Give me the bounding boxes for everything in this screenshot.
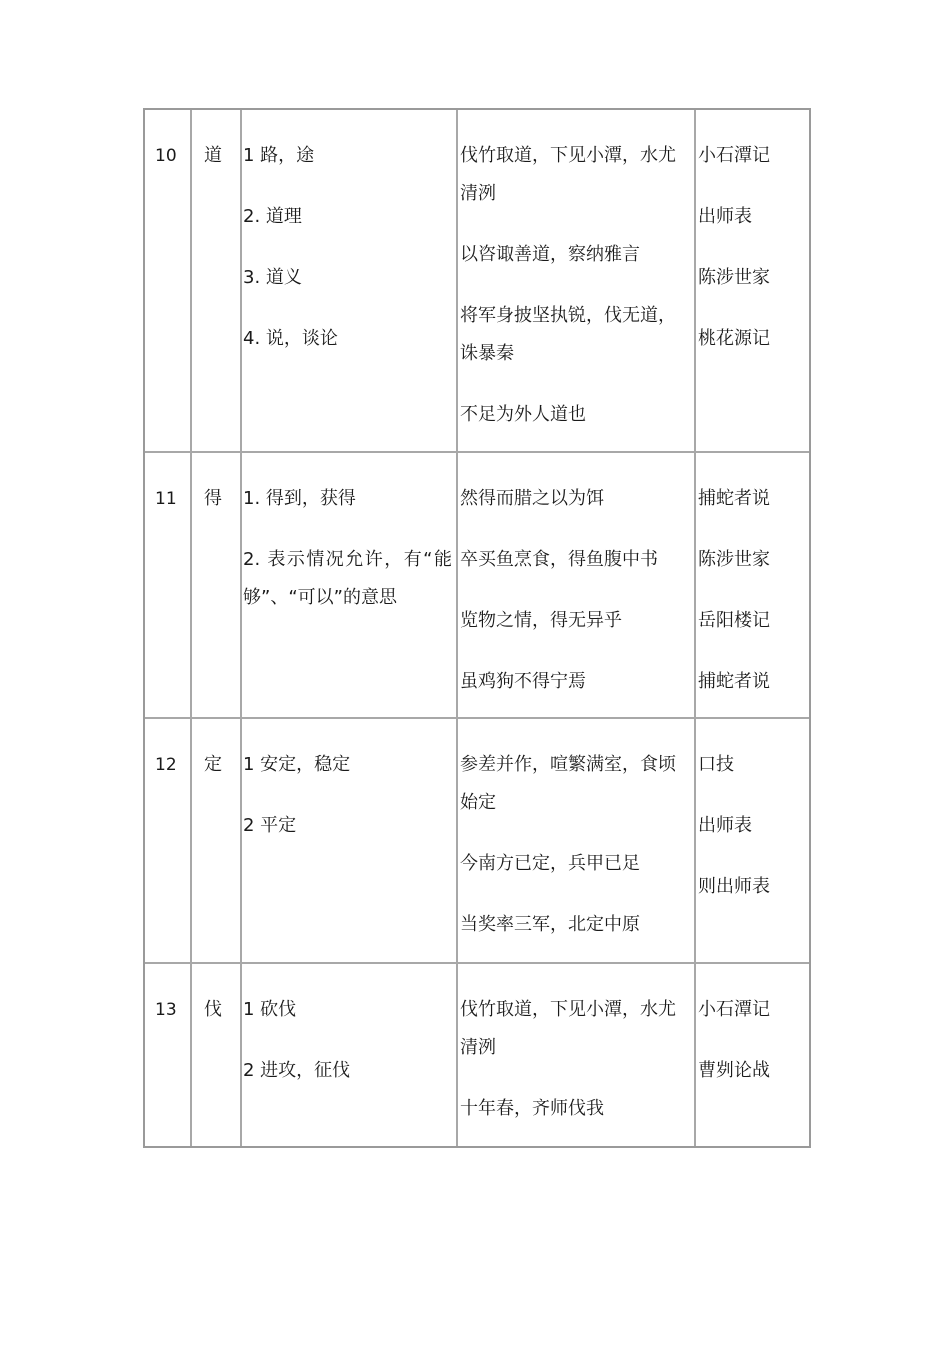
character-cell: 道 <box>192 110 242 453</box>
meaning-item: 1 安定，稳定 <box>243 754 351 775</box>
sources-cell <box>696 453 809 719</box>
row-number: 10 <box>145 110 192 453</box>
table-row <box>145 453 809 719</box>
examples-cell <box>458 719 696 964</box>
source-item: 曹刿论战 <box>698 1060 770 1081</box>
source-item: 小石潭记 <box>698 999 770 1020</box>
character-cell: 得 <box>192 453 242 719</box>
example-item: 虽鸡狗不得宁焉 <box>460 671 586 692</box>
sources-cell <box>696 110 809 453</box>
table-row <box>145 964 809 1146</box>
character-cell: 定 <box>192 719 242 964</box>
example-item: 以咨诹善道，察纳雅言 <box>460 244 640 265</box>
row-number: 11 <box>145 453 192 719</box>
example-item: 卒买鱼烹食，得鱼腹中书 <box>460 549 658 570</box>
source-item: 岳阳楼记 <box>698 610 770 631</box>
examples-cell <box>458 964 696 1146</box>
meaning-item: 1. 得到，获得 <box>243 488 356 509</box>
source-item: 出师表 <box>698 815 752 836</box>
meaning-item: 2 平定 <box>243 815 297 836</box>
meanings-cell <box>242 110 458 453</box>
example-item: 伐竹取道，下见小潭，水尤清洌 <box>460 145 676 204</box>
vocabulary-table <box>143 108 811 1148</box>
sources-cell <box>696 719 809 964</box>
meanings-cell <box>242 453 458 719</box>
source-item: 小石潭记 <box>698 145 770 166</box>
example-item: 当奖率三军，北定中原 <box>460 914 640 935</box>
meaning-item: 1 砍伐 <box>243 999 297 1020</box>
meanings-cell <box>242 964 458 1146</box>
meaning-item: 1 路，途 <box>243 145 315 166</box>
character-cell: 伐 <box>192 964 242 1146</box>
example-item: 十年春，齐师伐我 <box>460 1098 604 1119</box>
source-item: 陈涉世家 <box>698 267 770 288</box>
row-number: 13 <box>145 964 192 1146</box>
sources-cell <box>696 964 809 1146</box>
source-item: 捕蛇者说 <box>698 488 770 509</box>
source-item: 则出师表 <box>698 876 770 897</box>
meaning-item: 2. 表示情况允许，有“能够”、“可以”的意思 <box>243 549 452 608</box>
table-row <box>145 110 809 453</box>
source-item: 捕蛇者说 <box>698 671 770 692</box>
example-item: 览物之情，得无异乎 <box>460 610 622 631</box>
row-number: 12 <box>145 719 192 964</box>
meanings-cell <box>242 719 458 964</box>
example-item: 将军身披坚执锐，伐无道，诛暴秦 <box>460 305 676 364</box>
example-item: 参差并作，喧繁满室，食顷始定 <box>460 754 676 813</box>
source-item: 口技 <box>698 754 734 775</box>
examples-cell <box>458 110 696 453</box>
table-row <box>145 719 809 964</box>
example-item: 然得而腊之以为饵 <box>460 488 604 509</box>
meaning-item: 2 进攻，征伐 <box>243 1060 351 1081</box>
meaning-item: 3. 道义 <box>243 267 302 288</box>
meaning-item: 2. 道理 <box>243 206 302 227</box>
example-item: 伐竹取道，下见小潭，水尤清洌 <box>460 999 676 1058</box>
example-item: 不足为外人道也 <box>460 404 586 425</box>
source-item: 桃花源记 <box>698 328 770 349</box>
source-item: 陈涉世家 <box>698 549 770 570</box>
examples-cell <box>458 453 696 719</box>
meaning-item: 4. 说，谈论 <box>243 328 338 349</box>
example-item: 今南方已定，兵甲已足 <box>460 853 640 874</box>
source-item: 出师表 <box>698 206 752 227</box>
